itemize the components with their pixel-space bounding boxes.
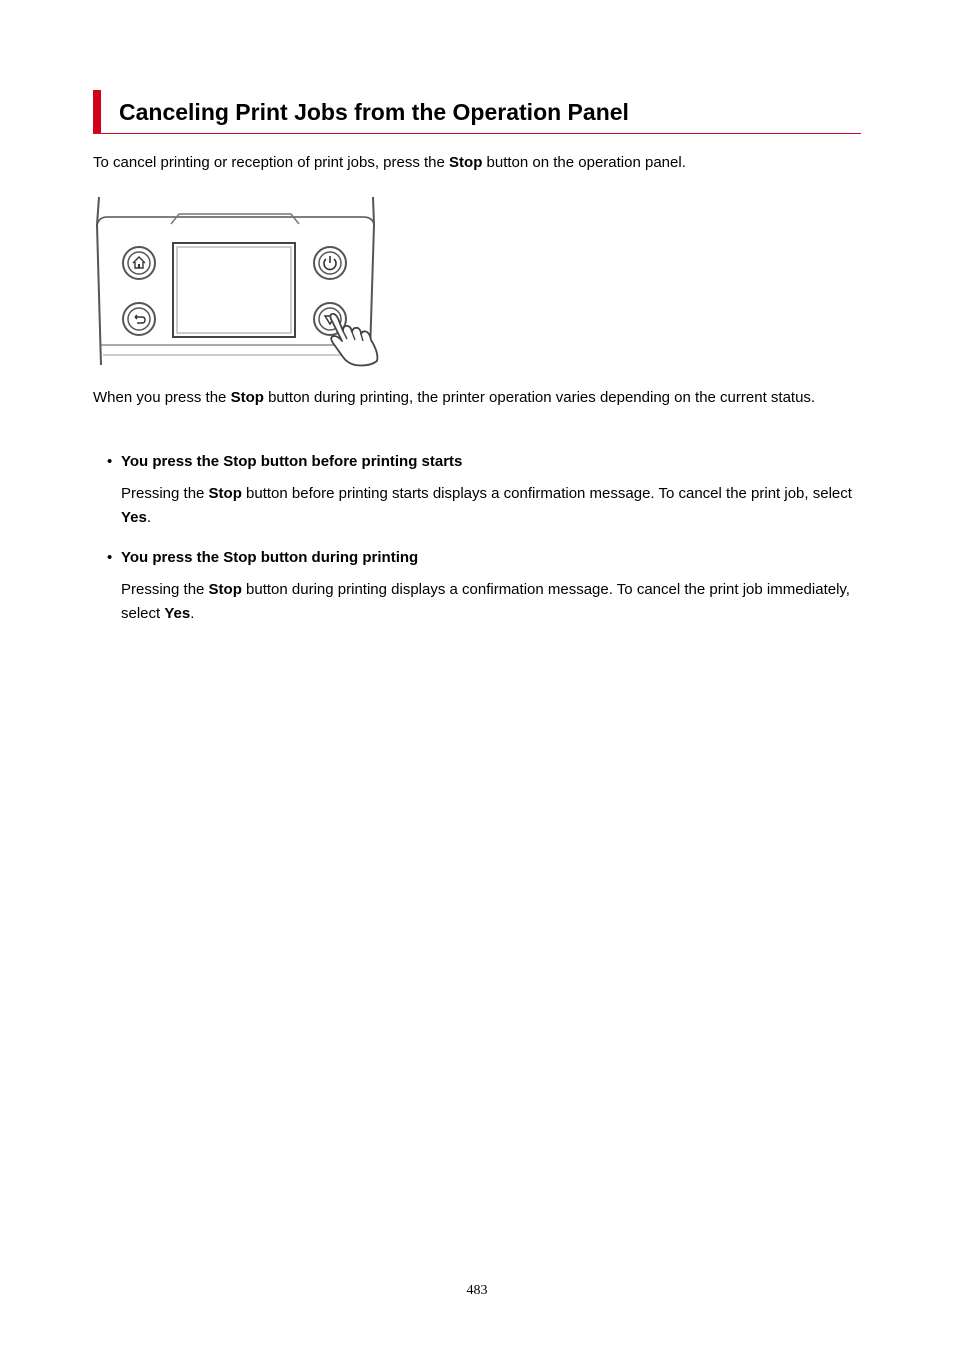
power-icon — [314, 247, 346, 279]
intro-text-2: button on the operation panel. — [482, 154, 686, 171]
status-text-1: When you press the — [93, 389, 231, 406]
bullet-stop-bold: Stop — [208, 485, 242, 502]
status-text-2: button during printing, the printer operation varies depending on the current status. — [263, 389, 816, 406]
bullet-body-text: . — [146, 509, 152, 526]
bullet-body-text: Pressing the — [121, 485, 209, 502]
home-icon — [123, 247, 155, 279]
intro-text-1: To cancel printing or reception of print jobs, press the — [93, 154, 450, 171]
bullet-stop-bold: Stop — [208, 581, 242, 598]
operation-panel-illustration — [93, 193, 385, 371]
heading-accent-bar — [93, 90, 101, 133]
intro-paragraph — [93, 151, 873, 175]
bullet-body-text: . — [190, 605, 195, 622]
bullet-title-before-printing: You press the Stop button before printing starts — [121, 453, 463, 470]
bullet-body-text: Pressing the — [121, 581, 209, 598]
status-paragraph — [93, 386, 833, 410]
bullet-marker: • — [107, 453, 113, 470]
status-stop-bold: Stop — [230, 389, 264, 406]
bullet-body-during-printing — [121, 578, 866, 626]
section-heading — [93, 90, 861, 134]
bullet-yes-bold: Yes — [121, 509, 147, 526]
back-icon — [123, 303, 155, 335]
bullet-body-text: button before printing starts displays a confirmation message. To cancel the print job, select — [241, 485, 852, 502]
intro-stop-bold: Stop — [449, 154, 483, 171]
bullet-yes-bold: Yes — [164, 605, 191, 622]
page-number: 483 — [466, 1283, 488, 1298]
bullet-marker: • — [107, 549, 113, 566]
page-title: Canceling Print Jobs from the Operation Panel — [119, 99, 629, 125]
bullet-title-during-printing: You press the Stop button during printing — [121, 549, 419, 566]
bullet-body-text: button during printing displays a confirmation message. To cancel the print job immediately, select — [121, 581, 850, 622]
bullet-body-before-printing — [121, 482, 866, 530]
